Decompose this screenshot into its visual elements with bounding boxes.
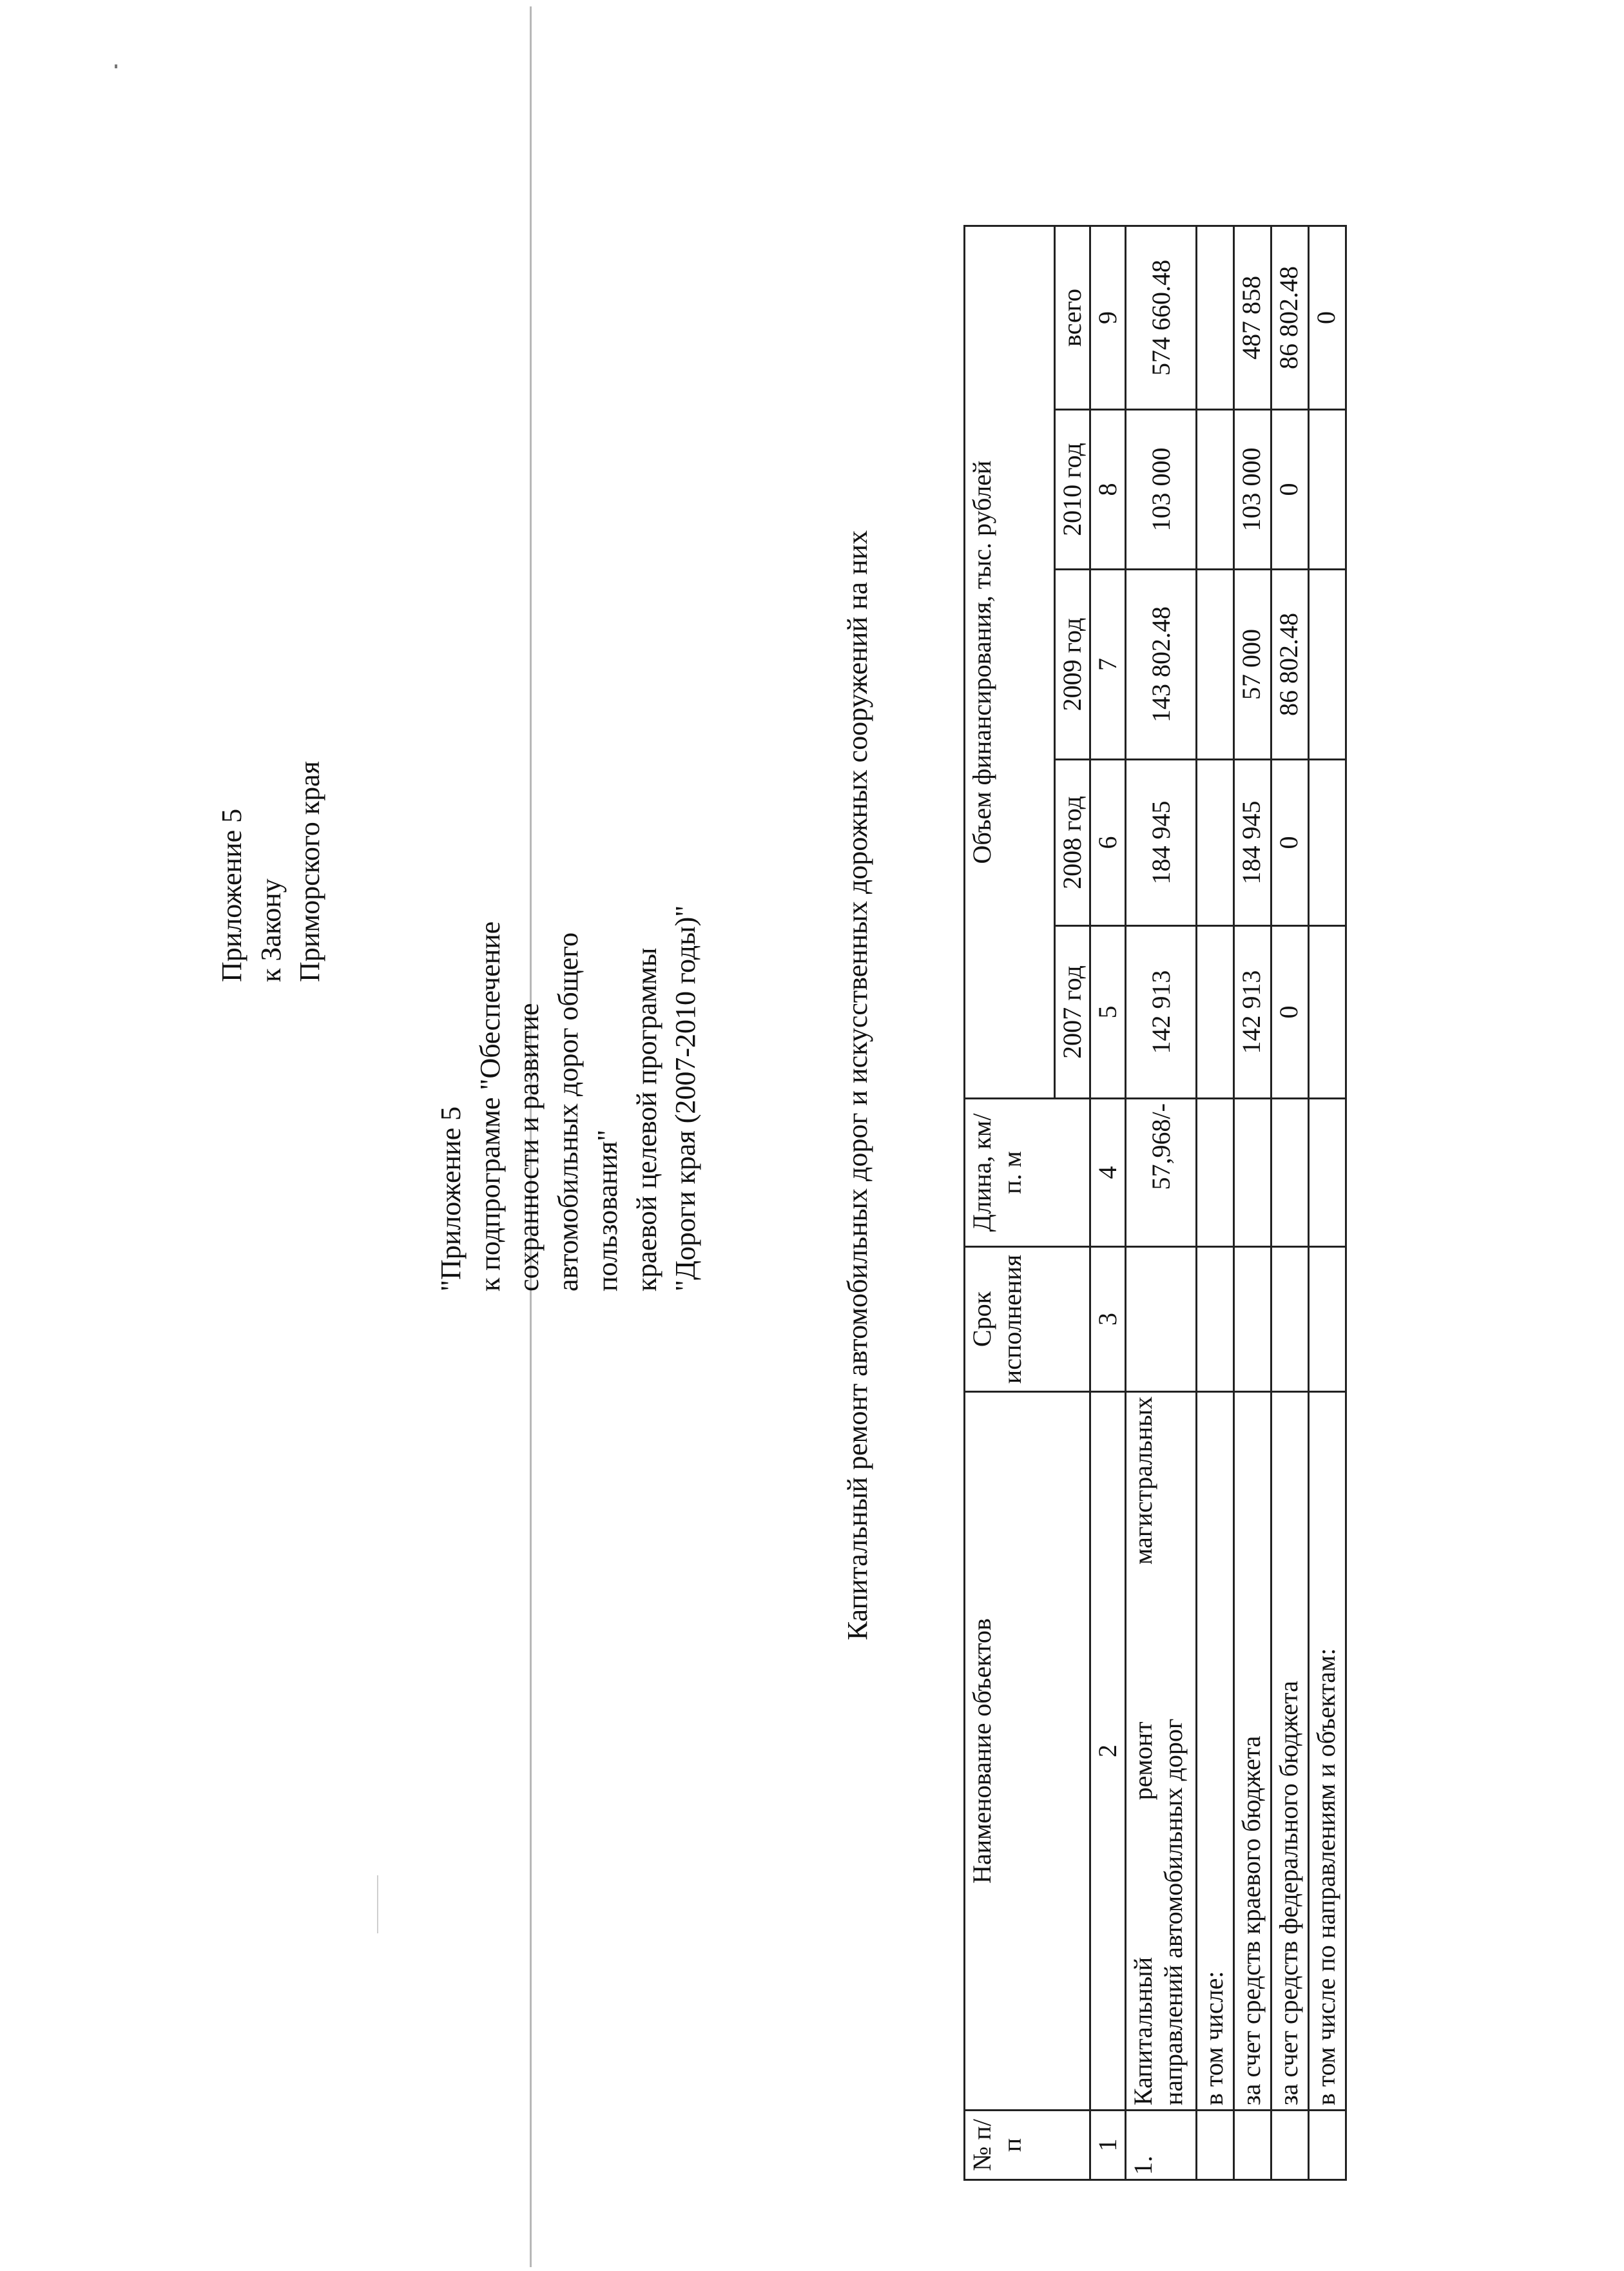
row-2008: 0 <box>1271 760 1309 926</box>
col-number: 1 <box>1090 2111 1126 2180</box>
table-row <box>1197 226 1234 2180</box>
header-funding: Объем финансирования, тыс. рублей <box>965 226 1055 1099</box>
row-2007: 142 913 <box>1234 926 1271 1099</box>
subprogram-line: автомобильных дорог общего <box>552 932 585 1291</box>
header-total: всего <box>1055 226 1090 410</box>
row-length <box>1197 1099 1234 1247</box>
row-2007: 142 913 <box>1126 926 1197 1099</box>
subprogram-line: краевой целевой программы <box>630 947 662 1291</box>
table-row <box>1126 226 1197 2180</box>
row-length <box>1271 1099 1309 1247</box>
col-number: 3 <box>1090 1247 1126 1392</box>
header-term: Срок исполнения <box>965 1247 1090 1392</box>
row-total <box>1197 226 1234 410</box>
row-num <box>1197 2111 1234 2180</box>
row-2009: 57 000 <box>1234 570 1271 760</box>
row-2009: 86 802.48 <box>1271 570 1309 760</box>
row-2008 <box>1309 760 1346 926</box>
row-length <box>1309 1099 1346 1247</box>
row-num <box>1234 2111 1271 2180</box>
row-name-word: Капитальный <box>1128 1957 1157 2105</box>
row-name: за счет средств краевого бюджета <box>1234 1392 1271 2111</box>
row-name-line-2: направлений автомобильных дорог <box>1159 1718 1188 2105</box>
law-appendix-line: Приморского края <box>294 761 326 982</box>
law-appendix-line: к Закону <box>255 878 287 982</box>
row-name-word: ремонт <box>1128 1721 1157 1801</box>
row-total: 86 802.48 <box>1271 226 1309 410</box>
law-appendix-header <box>213 761 330 982</box>
row-name: в том числе: <box>1197 1392 1234 2111</box>
funding-table <box>963 225 1347 2181</box>
row-name-word: магистральных <box>1128 1396 1157 1565</box>
row-total: 574 660.48 <box>1126 226 1197 410</box>
row-2008 <box>1197 760 1234 926</box>
col-number: 5 <box>1090 926 1126 1099</box>
subprogram-appendix-header <box>432 905 706 1291</box>
row-term <box>1309 1247 1346 1392</box>
header-2010: 2010 год <box>1055 410 1090 570</box>
row-2010: 0 <box>1271 410 1309 570</box>
document-title: Капитальный ремонт автомобильных дорог и искусственных дорожных сооружений на них <box>842 530 873 1641</box>
row-term <box>1271 1247 1309 1392</box>
row-term <box>1234 1247 1271 1392</box>
header-2009: 2009 год <box>1055 570 1090 760</box>
col-number: 8 <box>1090 410 1126 570</box>
col-number: 4 <box>1090 1099 1126 1247</box>
subprogram-line: к подпрограмме "Обеспечение <box>474 921 506 1291</box>
row-term <box>1197 1247 1234 1392</box>
row-num <box>1271 2111 1309 2180</box>
table-row <box>1234 226 1271 2180</box>
subprogram-line: "Приложение 5 <box>435 1106 467 1291</box>
row-num <box>1309 2111 1346 2180</box>
row-2008: 184 945 <box>1126 760 1197 926</box>
col-number: 9 <box>1090 226 1126 410</box>
row-total: 487 858 <box>1234 226 1271 410</box>
header-name: Наименование объектов <box>965 1392 1090 2111</box>
row-2007: 0 <box>1271 926 1309 1099</box>
header-num: № п/п <box>965 2111 1090 2180</box>
row-length <box>1234 1099 1271 1247</box>
header-length: Длина, км/п. м <box>965 1099 1090 1247</box>
header-2008: 2008 год <box>1055 760 1090 926</box>
row-name: в том числе по направлениям и объектам: <box>1309 1392 1346 2111</box>
col-number: 7 <box>1090 570 1126 760</box>
row-2010 <box>1309 410 1346 570</box>
row-2010 <box>1197 410 1234 570</box>
row-name: за счет средств федерального бюджета <box>1271 1392 1309 2111</box>
subprogram-line: сохранности и развитие <box>513 1003 545 1291</box>
row-2007 <box>1309 926 1346 1099</box>
header-2007: 2007 год <box>1055 926 1090 1099</box>
col-number: 2 <box>1090 1392 1126 2111</box>
row-2009 <box>1197 570 1234 760</box>
col-number: 6 <box>1090 760 1126 926</box>
row-total: 0 <box>1309 226 1346 410</box>
column-number-row <box>1090 226 1126 2180</box>
row-2010: 103 000 <box>1126 410 1197 570</box>
row-term <box>1126 1247 1197 1392</box>
row-name <box>1126 1392 1197 2111</box>
subprogram-line: "Дороги края (2007-2010 годы)" <box>670 905 702 1291</box>
row-num: 1. <box>1126 2111 1197 2180</box>
row-2007 <box>1197 926 1234 1099</box>
row-name-line-1 <box>1128 1396 1158 2105</box>
subprogram-line: пользования" <box>591 1129 623 1291</box>
row-2009: 143 802.48 <box>1126 570 1197 760</box>
row-2010: 103 000 <box>1234 410 1271 570</box>
table-row <box>1271 226 1309 2180</box>
row-2009 <box>1309 570 1346 760</box>
row-length: 57,968/- <box>1126 1099 1197 1247</box>
row-2008: 184 945 <box>1234 760 1271 926</box>
table-row <box>1309 226 1346 2180</box>
law-appendix-line: Приложение 5 <box>216 808 247 982</box>
